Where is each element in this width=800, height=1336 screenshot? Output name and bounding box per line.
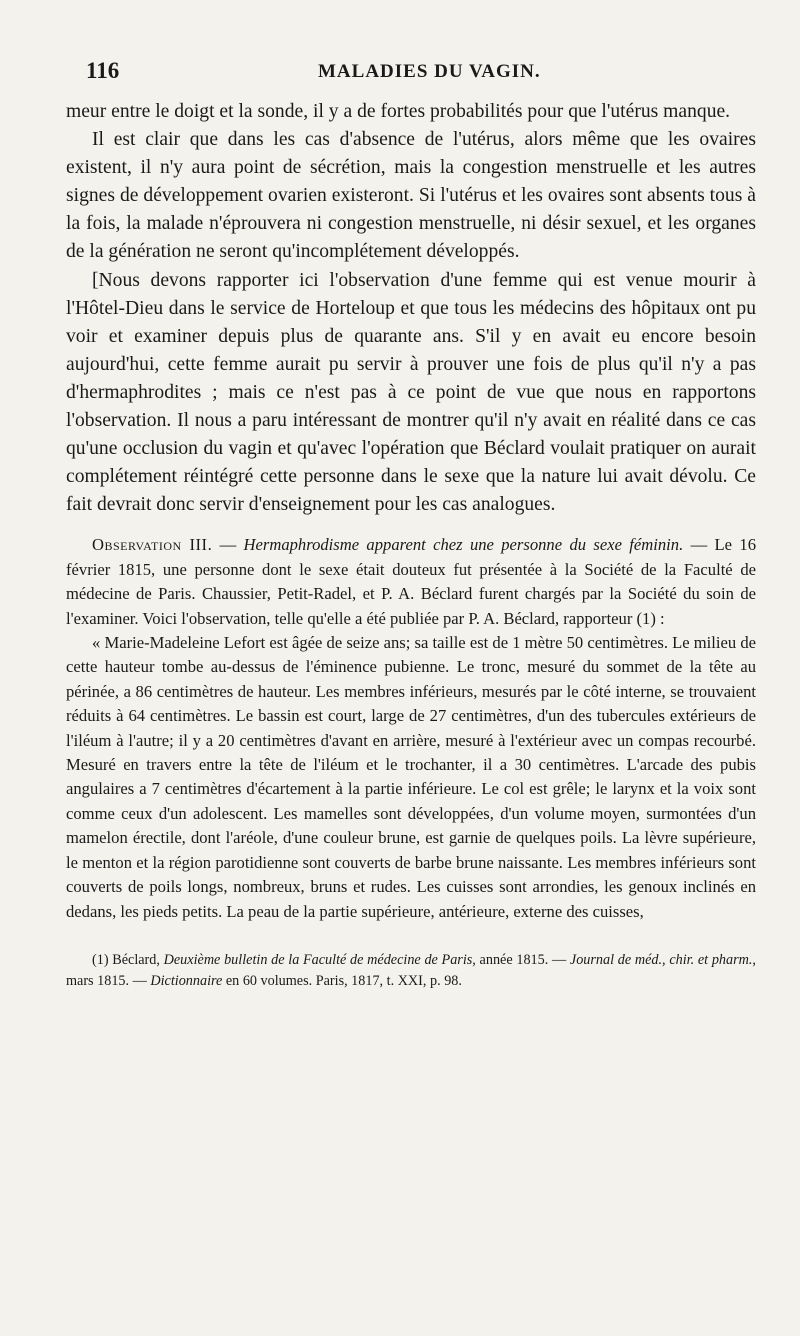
- footnote-mid-2: , mars 1815. —: [66, 951, 756, 989]
- footnote-suffix: en 60 volumes. Paris, 1817, t. XXI, p. 98.: [222, 972, 462, 989]
- footnote-mid: , année 1815. —: [472, 951, 570, 968]
- running-title: MALADIES DU VAGIN.: [318, 61, 541, 82]
- page-number: 116: [86, 58, 120, 83]
- observation-header: [66, 533, 756, 631]
- body-text: [66, 98, 756, 519]
- observation-title: Hermaphrodisme apparent chez une personne du sexe féminin.: [243, 535, 684, 555]
- observation-block: [66, 533, 756, 924]
- footnote-title-3: Dictionnaire: [150, 972, 223, 989]
- observation-dash: —: [212, 535, 244, 555]
- page-header: [66, 58, 756, 92]
- observation-intro: — Le 16 février 1815, une personne dont le sexe était douteux fut présentée à la Société de la Faculté de médecine de Paris. Chaussier, Petit-Radel, et P. A. Béclard furent chargés par la Société du soin de l'examiner. Voici l'observation, telle qu'elle a été publiée par P. A. Béclard, rapporteur (1) :: [66, 535, 756, 628]
- footnote-title-1: Deuxième bulletin de la Faculté de médecine de Paris: [163, 951, 473, 968]
- footnote-title-2: Journal de méd., chir. et pharm.: [569, 951, 753, 968]
- footnote-prefix: (1) Béclard,: [92, 951, 164, 968]
- paragraph-observation-intro: [Nous devons rapporter ici l'observation d'une femme qui est venue mourir à l'Hôtel-Dieu dans le service de Horteloup et que tous les médecins des hôpitaux ont pu voir et examiner depuis plus de quarante ans. S'il y en avait eu encore besoin aujourd'hui, cette femme aurait pu servir à prouver une fois de plus qu'il n'y a pas d'hermaphrodites ; mais ce n'est pas à ce point de vue que nous en rapportons l'observation. Il nous a paru intéressant de montrer qu'il n'y avait en réalité dans ce cas qu'une occlusion du vagin et qu'avec l'opération que Béclard voulait pratiquer on aurait complétement réintégré cette personne dans le sexe que la nature lui avait dévolu. Ce fait devrait donc servir d'enseignement pour les cas analogues.: [66, 269, 756, 516]
- paragraph-uterus-absence: Il est clair que dans les cas d'absence de l'utérus, alors même que les ovaires existent, il n'y aura point de sécrétion, mais la congestion menstruelle et les autres signes de développement ovarien existeront. Si l'utérus et les ovaires sont absents tous à la fois, la malade n'éprouvera ni congestion menstruelle, ni désir sexuel, et les organes de la génération ne seront qu'incomplétement développés.: [66, 129, 756, 263]
- paragraph-continuation: meur entre le doigt et la sonde, il y a de fortes probabilités pour que l'utérus manque.: [66, 101, 731, 122]
- footnotes: [66, 950, 756, 992]
- observation-quote: « Marie-Madeleine Lefort est âgée de seize ans; sa taille est de 1 mètre 50 centimètres. Le milieu de cette hauteur tombe au-dessus de l'éminence pubienne. Le tronc, mesuré du sommet de la tête au périnée, a 86 centimètres de hauteur. Les membres inférieurs, mesurés par le côté interne, se trouvaient réduits à 64 centimètres. Le bassin est court, large de 27 centimètres, d'un des tubercules extérieurs de l'iléum à l'autre; il y a 20 centimètres d'avant en arrière, mesuré à l'extérieur avec un compas recourbé. Mesuré en travers entre la tête de l'iléum et le trochanter, il a 30 centimètres. L'arcade des pubis angulaires a 7 centimètres d'écartement à la partie inférieure. Le col est grêle; le larynx et la voix sont comme ceux d'un adolescent. Les mamelles sont développées, d'un volume moyen, surmontées d'un mamelon érectile, dont l'aréole, d'une couleur brune, est garnie de quelques poils. La lèvre supérieure, le menton et la région parotidienne sont couverts de barbe brune naissante. Les membres inférieurs sont couverts de poils longs, nombreux, bruns et rudes. Les cuisses sont arrondies, les genoux inclinés en dedans, les pieds petits. La peau de la partie supérieure, antérieure, externe des cuisses,: [66, 633, 756, 921]
- observation-label: Observation III.: [92, 535, 213, 555]
- footnote-1: [66, 950, 756, 992]
